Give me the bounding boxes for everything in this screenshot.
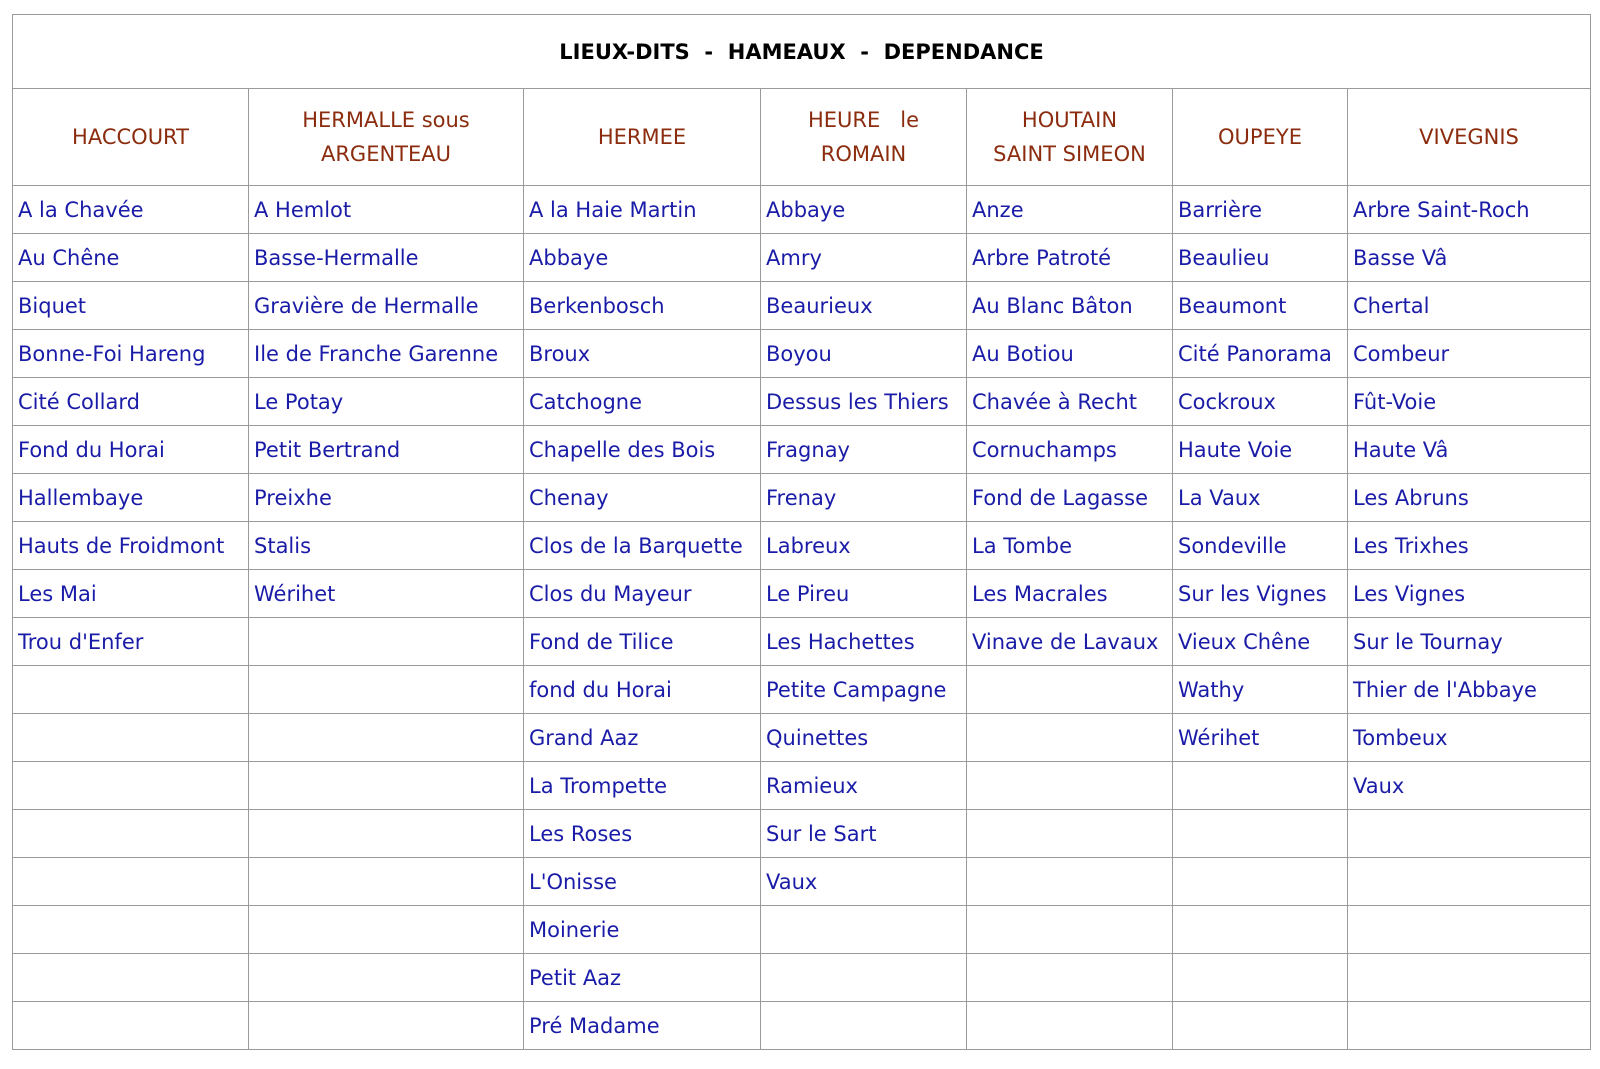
table-cell [1173, 858, 1348, 906]
table-cell: Vaux [761, 858, 967, 906]
table-cell [249, 858, 524, 906]
table-cell: Le Potay [249, 378, 524, 426]
table-cell: Les Hachettes [761, 618, 967, 666]
table-cell: A Hemlot [249, 186, 524, 234]
table-row [13, 906, 1591, 954]
table-row [13, 1002, 1591, 1050]
table-cell: Les Roses [524, 810, 761, 858]
table-cell: Sondeville [1173, 522, 1348, 570]
table-cell [13, 714, 249, 762]
table-row [13, 618, 1591, 666]
table-row [13, 186, 1591, 234]
column-header-line: HEURE le [807, 108, 920, 132]
table-cell: Vieux Chêne [1173, 618, 1348, 666]
table-cell: Frenay [761, 474, 967, 522]
table-cell: Biquet [13, 282, 249, 330]
table-cell: Arbre Saint-Roch [1348, 186, 1591, 234]
table-cell [1173, 762, 1348, 810]
table-cell [761, 1002, 967, 1050]
table-cell: Stalis [249, 522, 524, 570]
table-cell: Les Abruns [1348, 474, 1591, 522]
column-header-hermee [524, 89, 761, 186]
table-cell: Cité Panorama [1173, 330, 1348, 378]
table-cell: Sur le Sart [761, 810, 967, 858]
table-cell: L'Onisse [524, 858, 761, 906]
table-cell: Barrière [1173, 186, 1348, 234]
column-header-vivegnis [1348, 89, 1591, 186]
table-cell [249, 954, 524, 1002]
table-cell [249, 810, 524, 858]
table-cell [1348, 954, 1591, 1002]
table-cell: Les Trixhes [1348, 522, 1591, 570]
table-cell: Catchogne [524, 378, 761, 426]
table-cell: Petite Campagne [761, 666, 967, 714]
table-cell: Ile de Franche Garenne [249, 330, 524, 378]
table-cell: Dessus les Thiers [761, 378, 967, 426]
table-cell: Fond de Tilice [524, 618, 761, 666]
table-cell [249, 714, 524, 762]
table-cell: Beaumont [1173, 282, 1348, 330]
table-cell [1348, 1002, 1591, 1050]
table-cell: A la Chavée [13, 186, 249, 234]
table-cell [249, 666, 524, 714]
table-cell [761, 954, 967, 1002]
table-cell: Hallembaye [13, 474, 249, 522]
table-row [13, 858, 1591, 906]
column-header-line: HOUTAIN [1021, 108, 1118, 132]
table-cell: A la Haie Martin [524, 186, 761, 234]
table-cell: Le Pireu [761, 570, 967, 618]
table-cell [13, 954, 249, 1002]
column-header-oupeye [1173, 89, 1348, 186]
table-cell [13, 666, 249, 714]
table-cell: Preixhe [249, 474, 524, 522]
table-cell: Quinettes [761, 714, 967, 762]
column-header-line: ARGENTEAU [320, 142, 452, 166]
table-cell [13, 810, 249, 858]
column-header-houtain [967, 89, 1173, 186]
table-cell: Wathy [1173, 666, 1348, 714]
table-cell: Les Vignes [1348, 570, 1591, 618]
table-cell: Tombeux [1348, 714, 1591, 762]
table-cell: Clos du Mayeur [524, 570, 761, 618]
table-row [13, 282, 1591, 330]
column-header-line: HACCOURT [72, 125, 189, 149]
table-cell: Chertal [1348, 282, 1591, 330]
table-cell: Moinerie [524, 906, 761, 954]
table-cell: Fond du Horai [13, 426, 249, 474]
table-row [13, 954, 1591, 1002]
table-cell: Basse-Hermalle [249, 234, 524, 282]
column-header-line: SAINT SIMEON [993, 142, 1146, 166]
table-cell: Cornuchamps [967, 426, 1173, 474]
table-cell [967, 666, 1173, 714]
table-cell: Au Blanc Bâton [967, 282, 1173, 330]
table-cell [967, 762, 1173, 810]
table-row [13, 810, 1591, 858]
table-cell [967, 1002, 1173, 1050]
table-cell: Haute Vâ [1348, 426, 1591, 474]
table-cell [1173, 810, 1348, 858]
table-cell: Arbre Patroté [967, 234, 1173, 282]
table-cell: Boyou [761, 330, 967, 378]
column-header-line: VIVEGNIS [1419, 125, 1519, 149]
table-row [13, 666, 1591, 714]
table-cell: Broux [524, 330, 761, 378]
table-cell: Hauts de Froidmont [13, 522, 249, 570]
table-cell: Chavée à Recht [967, 378, 1173, 426]
table-cell [249, 762, 524, 810]
table-cell: Les Mai [13, 570, 249, 618]
table-cell: Cockroux [1173, 378, 1348, 426]
table-cell: Fût-Voie [1348, 378, 1591, 426]
table-cell: Fond de Lagasse [967, 474, 1173, 522]
table-cell: La Vaux [1173, 474, 1348, 522]
table-cell [249, 618, 524, 666]
table-title-text: LIEUX-DITS - HAMEAUX - DEPENDANCE [559, 39, 1044, 64]
table-cell: Les Macrales [967, 570, 1173, 618]
table-cell: Anze [967, 186, 1173, 234]
column-header-line: ROMAIN [820, 142, 907, 166]
table-cell: fond du Horai [524, 666, 761, 714]
table-cell: Petit Aaz [524, 954, 761, 1002]
table-row [13, 426, 1591, 474]
header-row [13, 89, 1591, 186]
table-cell [1173, 906, 1348, 954]
table-cell: Sur les Vignes [1173, 570, 1348, 618]
table-cell: Vinave de Lavaux [967, 618, 1173, 666]
table-row [13, 714, 1591, 762]
table-cell: Chapelle des Bois [524, 426, 761, 474]
table-cell: Abbaye [524, 234, 761, 282]
table-cell: Beaulieu [1173, 234, 1348, 282]
table-cell [1348, 858, 1591, 906]
table-cell: Wérihet [1173, 714, 1348, 762]
table-cell: Basse Vâ [1348, 234, 1591, 282]
table-row [13, 570, 1591, 618]
table-cell: Cité Collard [13, 378, 249, 426]
table-cell: Grand Aaz [524, 714, 761, 762]
table-cell: Gravière de Hermalle [249, 282, 524, 330]
table-cell: Fragnay [761, 426, 967, 474]
column-header-hermalle [249, 89, 524, 186]
table-cell: Labreux [761, 522, 967, 570]
places-table [12, 14, 1591, 1050]
table-cell [761, 906, 967, 954]
table-cell: Amry [761, 234, 967, 282]
table-cell: Bonne-Foi Hareng [13, 330, 249, 378]
table-cell [249, 1002, 524, 1050]
table-cell: Thier de l'Abbaye [1348, 666, 1591, 714]
table-cell: Sur le Tournay [1348, 618, 1591, 666]
table-cell: Chenay [524, 474, 761, 522]
table-cell: Au Botiou [967, 330, 1173, 378]
table-cell [1173, 954, 1348, 1002]
table-cell: Ramieux [761, 762, 967, 810]
table-cell [967, 714, 1173, 762]
table-row [13, 330, 1591, 378]
table-cell: Trou d'Enfer [13, 618, 249, 666]
table-row [13, 378, 1591, 426]
table-title [13, 15, 1591, 89]
table-cell: Abbaye [761, 186, 967, 234]
table-cell [1348, 906, 1591, 954]
table-cell [1173, 1002, 1348, 1050]
table-cell [13, 762, 249, 810]
table-cell: Beaurieux [761, 282, 967, 330]
column-header-line: HERMEE [597, 125, 687, 149]
table-cell: Vaux [1348, 762, 1591, 810]
table-cell [13, 906, 249, 954]
table-cell [249, 906, 524, 954]
column-header-haccourt [13, 89, 249, 186]
table-cell [967, 954, 1173, 1002]
table-cell [967, 810, 1173, 858]
table-row [13, 474, 1591, 522]
table-cell: Au Chêne [13, 234, 249, 282]
table-row [13, 234, 1591, 282]
table-cell [1348, 810, 1591, 858]
table-cell [13, 858, 249, 906]
table-body [13, 186, 1591, 1050]
table-cell [13, 1002, 249, 1050]
title-row [13, 15, 1591, 89]
table-cell: Pré Madame [524, 1002, 761, 1050]
table-cell [967, 858, 1173, 906]
table-cell: Berkenbosch [524, 282, 761, 330]
table-cell: Clos de la Barquette [524, 522, 761, 570]
table-cell [967, 906, 1173, 954]
table-cell: Haute Voie [1173, 426, 1348, 474]
column-header-heure-le-romain [761, 89, 967, 186]
table-cell: La Trompette [524, 762, 761, 810]
table-row [13, 762, 1591, 810]
table-row [13, 522, 1591, 570]
table-cell: La Tombe [967, 522, 1173, 570]
table-cell: Wérihet [249, 570, 524, 618]
table-cell: Combeur [1348, 330, 1591, 378]
column-header-line: HERMALLE sous [302, 108, 470, 132]
table-cell: Petit Bertrand [249, 426, 524, 474]
column-header-line: OUPEYE [1218, 125, 1302, 149]
